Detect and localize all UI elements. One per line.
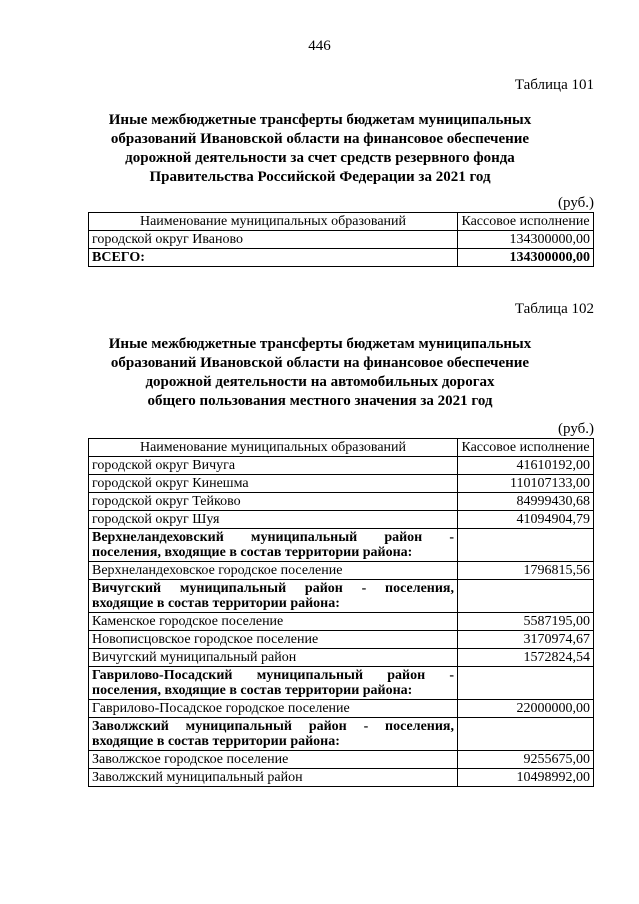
table-row (89, 631, 594, 649)
row-name: городской округ Шуя (89, 511, 458, 529)
row-amount: 84999430,68 (458, 493, 594, 511)
table-row (89, 511, 594, 529)
group-name: Гаврилово-Посадский муниципальный район - поселения, входящие в состав территории района: (89, 667, 458, 700)
table-row (89, 457, 594, 475)
table-header-row (89, 439, 594, 457)
row-amount (458, 667, 594, 700)
row-name: городской округ Вичуга (89, 457, 458, 475)
column-header-name: Наименование муниципальных образований (89, 439, 458, 457)
table-row (89, 475, 594, 493)
row-name: Гаврилово-Посадское городское поселение (89, 700, 458, 718)
row-amount: 110107133,00 (458, 475, 594, 493)
table-101-title (80, 111, 560, 187)
table-row (89, 700, 594, 718)
row-amount: 1572824,54 (458, 649, 594, 667)
table-row (89, 751, 594, 769)
title-line: Иные межбюджетные трансферты бюджетам муниципальных (108, 112, 532, 128)
table-101-label: Таблица 101 (514, 77, 594, 93)
title-line: образований Ивановской области на финансовое обеспечение (110, 131, 530, 147)
table-header-row (89, 213, 594, 231)
group-name: Вичугский муниципальный район - поселения, входящие в состав территории района: (89, 580, 458, 613)
column-header-amount: Кассовое исполнение (458, 213, 594, 231)
group-row (89, 580, 594, 613)
row-amount: 22000000,00 (458, 700, 594, 718)
group-row (89, 529, 594, 562)
title-line: Правительства Российской Федерации за 2021 год (149, 169, 491, 185)
row-name: Вичугский муниципальный район (89, 649, 458, 667)
row-amount (458, 580, 594, 613)
total-row (89, 249, 594, 267)
table-row (89, 493, 594, 511)
table-101-unit: (руб.) (558, 195, 594, 211)
title-line: общего пользования местного значения за 2021 год (147, 393, 493, 409)
row-amount (458, 529, 594, 562)
table-row (89, 769, 594, 787)
group-name: Верхнеландеховский муниципальный район - поселения, входящие в состав территории района: (89, 529, 458, 562)
title-line: дорожной деятельности за счет средств резервного фонда (125, 150, 515, 166)
group-row (89, 667, 594, 700)
table-row (89, 231, 594, 249)
row-amount: 41610192,00 (458, 457, 594, 475)
column-header-name: Наименование муниципальных образований (89, 213, 458, 231)
group-name: Заволжский муниципальный район - поселения, входящие в состав территории района: (89, 718, 458, 751)
row-amount: 1796815,56 (458, 562, 594, 580)
row-amount: 41094904,79 (458, 511, 594, 529)
row-name: городской округ Иваново (89, 231, 458, 249)
row-name: Каменское городское поселение (89, 613, 458, 631)
column-header-amount: Кассовое исполнение (458, 439, 594, 457)
row-name: Верхнеландеховское городское поселение (89, 562, 458, 580)
table-102 (88, 438, 594, 787)
row-name: Заволжский муниципальный район (89, 769, 458, 787)
page-number: 446 (308, 38, 331, 54)
row-name: Новописцовское городское поселение (89, 631, 458, 649)
group-row (89, 718, 594, 751)
table-102-unit: (руб.) (558, 421, 594, 437)
row-name: городской округ Тейково (89, 493, 458, 511)
total-amount: 134300000,00 (458, 249, 594, 267)
row-amount: 134300000,00 (458, 231, 594, 249)
table-row (89, 613, 594, 631)
title-line: образований Ивановской области на финансовое обеспечение (110, 355, 530, 371)
row-amount: 10498992,00 (458, 769, 594, 787)
row-amount: 5587195,00 (458, 613, 594, 631)
row-amount: 9255675,00 (458, 751, 594, 769)
table-101 (88, 212, 594, 267)
table-row (89, 649, 594, 667)
row-name: Заволжское городское поселение (89, 751, 458, 769)
title-line: дорожной деятельности на автомобильных дорогах (145, 374, 495, 390)
table-102-title (80, 335, 560, 411)
table-row (89, 562, 594, 580)
total-label: ВСЕГО: (89, 249, 458, 267)
table-102-label: Таблица 102 (514, 301, 594, 317)
row-amount: 3170974,67 (458, 631, 594, 649)
row-amount (458, 718, 594, 751)
title-line: Иные межбюджетные трансферты бюджетам муниципальных (108, 336, 532, 352)
row-name: городской округ Кинешма (89, 475, 458, 493)
